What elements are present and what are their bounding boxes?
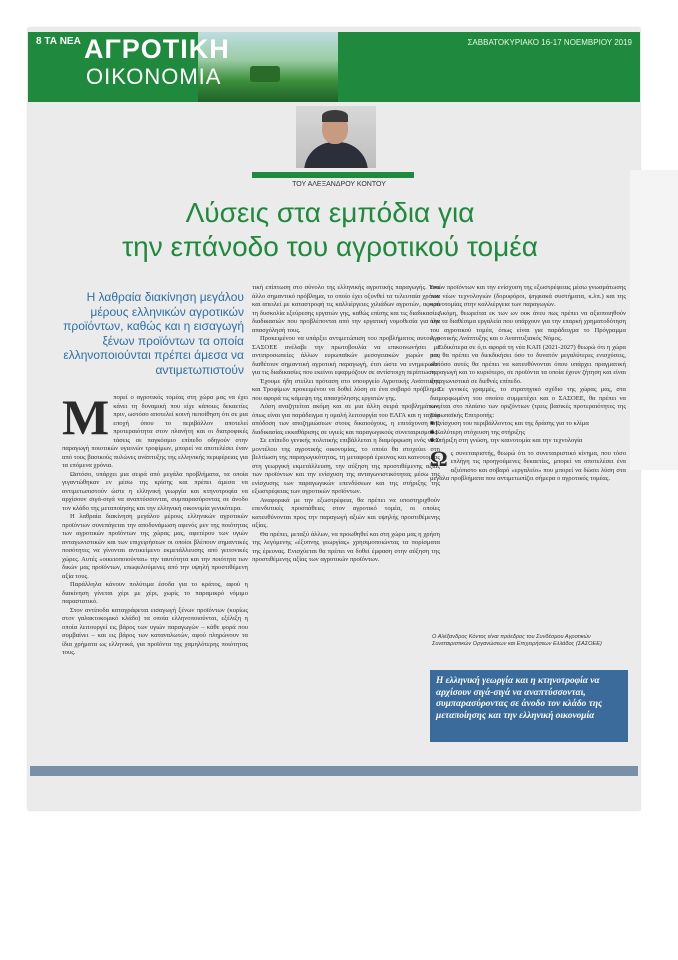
paragraph: τικών προϊόντων και την ενίσχυση της εξωστρέφειας μέσω γνωσμάτωσης των νέων τεχνολογιών (δορυφόροι, ψηφιακά συστήματα, κ.λπ.) και της καινοτομίας στην καλλιέργεια των παραγωγών. [430, 284, 626, 308]
column-1 [62, 394, 248, 784]
author-rule [252, 172, 414, 178]
paragraph: Ωστόσο, υπάρχει μια σειρά από μεγάλα προβλήματα, τα οποία γιγαντώθηκαν εν μέσω της κρίσης και πρέπει άμεσα να αντιμετωπιστούν ώστε η ελληνική γεωργία και κτηνοτροφία να αρχίσουν σιγά-σιγά να αναπτύσσονται, συμπαρασύροντας σε άνοδο τον κλάδο της μεταποίησης και την ελληνική οικονομία γενικότερα. [62, 470, 248, 512]
byline: ΤΟΥ ΑΛΕΞΑΝΔΡΟΥ ΚΟΝΤΟΥ [292, 181, 386, 188]
page-label: 8 ΤΑ ΝΕΑ [36, 36, 81, 47]
paragraph: Παράλληλα κάνουν πολύτιμα έσοδα για το κράτος, αφού η διακίνηση γίνεται χέρι με χέρι, χωρίς το παραμικρό νόμιμο παραστατικό. [62, 581, 248, 605]
pull-quote: Η ελληνική γεωργία και η κτηνοτροφία να αρχίσουν σιγά-σιγά να αναπτύσσονται, συμπαρασύροντας σε άνοδο τον κλάδο της μεταποίησης και την ελληνική οικονομία [436, 676, 603, 721]
portrait-hair [322, 110, 348, 122]
paragraph: ς συνεταιριστής, θεωρώ ότι το συνεταιριστικό κίνημα, που τόσο επλήγη τις προηγούμενες δεκαετίες, μπορεί να αποτελέσει ένα αξιόπιστο και σοβαρό «εργαλείο» που μπορεί να δώσει λύση στα μεγάλα προβλήματα που αντιμετωπίζει σήμερα ο αγροτικός τομέας. [430, 449, 626, 482]
section-title-main: ΑΓΡΟΤΙΚΗ [84, 34, 230, 64]
dropcap: Μ [62, 394, 110, 445]
paragraph: τική επίπτωση στο σύνολο της ελληνικής αγροτικής παραγωγής. Ένα άλλο σημαντικό πρόβλημα, το οποίο έχει οξυνθεί τα τελευταία χρόνια και απειλεί με καταστροφή τις καλλιέργειες χιλιάδων αγροτών, αφορά τη δυσκολία εξεύρεσης εργατών γης, καθώς επίσης και τις διαδικασίες διαδικασιών που προβλέπονται από την εργατική νομοθεσία για την απασχόλησή τους. [252, 284, 440, 334]
lede: Η λαθραία διακίνηση μεγάλου μέρους ελληνικών αγροτικών προϊόντων, καθώς και η εισαγωγή ξένων προϊόντων τα οποία ελληνοποιούνται πρέπει άμεσα να αντιμετωπιστούν [63, 290, 244, 377]
paragraph: Λύση αναζητείται ακόμη και σε μια άλλη σειρά προβλημάτων, όπως είναι για παράδειγμα η ομαλή λειτουργία του ΕΛΓΑ και η ταχεία απόδοση των αποζημιώσεων στους δικαιούχους, η επιτάχυνση της διαδικασίας εκκαθάρισης σε υγιείς και παραγωγικούς συνεταιρισμούς. [252, 403, 440, 436]
paragraph: Προκειμένου να υπάρξει αντιμετώπιση του προβλήματος αυτού, ο ΣΑΣΟΕΕ ανέλαβε την πρωτοβουλία να επικοινωνήσει με αντιπροσωπείες άλλων ευρωπαϊκών μεσογειακών χωρών που διαθέτουν σημαντική αγροτική παραγωγή, έτσι ώστε να ενημερωθεί για τις διαδικασίες που εκείνοι εφαρμόζουν σε αντίστοιχη περίπτωση. [252, 335, 440, 376]
paragraph: Θα πρέπει, μεταξύ άλλων, να προωθηθεί και στη χώρα μας η χρήση της λεγόμενης «έξυπνης γεωργίας» χρησιμοποιώντας τα πορίσματα της έρευνας. Ενισχύεται θα πρέπει να δοθεί έμφαση στην αύξηση της προστιθέμενης αξίας των αγροτικών προϊόντων. [252, 530, 440, 563]
headline-line-1: Λύσεις στα εμπόδια για [185, 197, 475, 228]
author-portrait [296, 106, 376, 168]
column-3 [430, 284, 626, 676]
bullet-item: ■ Ενίσχυση του περιβάλλοντος και της δράσης για το κλίμα [430, 420, 589, 427]
adjacent-page-edge [630, 170, 678, 470]
paragraph: Αναφορικά με την εξωστρέφεια, θα πρέπει να υποστηριχθούν επενδυτικές προσπάθειες στον αγροτικό τομέα, οι οποίες κατευθύνονται προς την παραγωγή αξιών και υψηλής προστιθέμενης αξίας. [252, 496, 440, 529]
headline-line-2: την επάνοδο του αγροτικού τομέα [122, 231, 538, 262]
column-2 [252, 284, 440, 788]
paragraph: Έχουμε ήδη στείλει πρόταση στο υπουργείο Αγροτικής Ανάπτυξης και Τροφίμων προκειμένου να δοθεί λύση σε ένα σοβαρό πρόβλημα που αφορά τις κάμεψη της απασχόλησης εργατών γης. [252, 377, 440, 402]
paragraph: Ειδικότερα σε ό,τι αφορά τη νέα ΚΑΠ (2021-2027) θεωρώ ότι η χώρα μας θα πρέπει να διεκδικήσει όσο το δυνατόν μεγαλύτερες ενισχύσεις, ωστόσο αυτές θα πρέπει να κατευθύνονται όπου υπάρχει πραγματική παραγωγή και το κυριότερο, σε προϊόντα τα οποία έχουν ζήτηση και είναι ανταγωνιστικά σε διεθνές επίπεδο. [430, 343, 626, 385]
section-title-sub: ΟΙΚΟΝΟΜΙΑ [86, 64, 222, 89]
author-bio: Ο Αλέξανδρος Κόντος είναι πρόεδρος του Συνδέσμου Αγροτικών Συνεταιριστικών Οργανώσεων και Επιχειρήσεων Ελλάδος (ΣΑΣΟΕΕ) [432, 634, 602, 647]
paragraph: Σε γενικές γραμμές, το στρατηγικό σχέδιο της χώρας μας, στα διαμορφωμένη του οποίου συμμετέχει και ο ΣΑΣΟΕΕ, θα πρέπει να κινείται στο πλαίσιο των οριζόντιων (τρεις βασικές προτεραιότητες της Ευρωπαϊκής Επιτροπής: [430, 386, 626, 419]
dropcap-secondary: Ω [430, 445, 448, 471]
headline [120, 196, 540, 264]
bullet-item: ■ Καλύτερη στόχευση της στήριξης [430, 428, 525, 436]
paragraph: Σε επίπεδο γενικής πολιτικής επιβάλλεται η διαμόρφωση ενός νέου μοντέλου της αγροτικής οικονομίας, το οποίο θα στοχεύει στη βελτίωση της παραγωγικότητας, τη μεταφορά έρευνας και καινοτομίας στη γεωργική εκμετάλλευση, την αύξηση της προστιθέμενης αξίας των προϊόντων και την ενίσχυση της ανταγωνιστικότητας μέσω της ενίσχυσης των παραγωγικών επενδύσεων και της στήριξης της εξωστρέφειας των αγροτικών προϊόντων. [252, 437, 440, 495]
paragraph: Η λαθραία διακίνηση μεγάλου μέρους ελληνικών αγροτικών προϊόντων συνεπάγεται την αποδυνάμωση αφενός μεν της ποιότητας των αγροτικών προϊόντων της χώρας μας, αφετέρου των υγιών ανταγωνιστικών και των επιχειρήσεων οι οποίοι βλέπουν σημαντικές ποσότητες να γίνονται αντικείμενο εκμετάλλευσης από γειτονικές χώρες. Αυτές «οικειοποιούνται» την ταυτότητα και την ποιότητα των δικών μας προϊόντων, επωφελούμενες από την υψηλή προστιθέμενη αξία τους. [62, 513, 248, 580]
paragraph: Ακόμη, θεωρείται εκ των ων ουκ άνευ πως πρέπει να αξιοποιηθούν όλα τα διαθέσιμα εργαλεία που υπάρχουν για την επαρκή χρηματοδότηση του αγροτικού τομέα, όπως είναι για παράδειγμα το Πρόγραμμα Αγροτικής Ανάπτυξης και ο Αναπτυξιακός Νόμος. [430, 309, 626, 342]
bullet-item: ■ Στήριξη στη γνώση, την καινοτομία και την τεχνολογία [430, 437, 583, 444]
paragraph: πορεί ο αγροτικός τομέας στη χώρα μας να έχει κάνει τη δυναμική που είχε κάποιες δεκαετίες πριν, ωστόσο αποτελεί κοινή πεποίθηση ότι σε μια εποχή όπου το περιβάλλον αποτελεί προτεραιότητα στον πλανήτη και οι διατροφικές τάσεις σε παγκόσμιο επίπεδο οδηγούν στην παραγωγή ποιοτικών υγιεινών τροφίμων, μπορεί να αποτελέσει έναν από τους βασικούς πυλώνες ανάπτυξης της ελληνικής περιφέρειας για τα επόμενα χρόνια. [62, 394, 248, 469]
tractor-image [250, 66, 280, 82]
paragraph: Στον αντίποδα καταγράφεται εισαγωγή ξένων προϊόντων (κυρίως στον γαλακτοκομικό κλάδο) τα οποία ελληνοποιούνται, εξέλιξη η οποία λειτουργεί εις βάρος των υγιών παραγωγών – κάθε φορά που συμβαίνει – και εις βάρος των καταναλωτών, αφού πληρώνουν τα ίδια χρήματα ως ελληνικά, για προϊόντα της χαμηλότερης ποιότητας τους. [62, 606, 248, 656]
portrait-suit [304, 142, 368, 168]
footer-rule [30, 766, 638, 776]
dateline: ΣΑΒΒΑΤΟΚΥΡΙΑΚΟ 16-17 ΝΟΕΜΒΡΙΟΥ 2019 [467, 38, 632, 47]
